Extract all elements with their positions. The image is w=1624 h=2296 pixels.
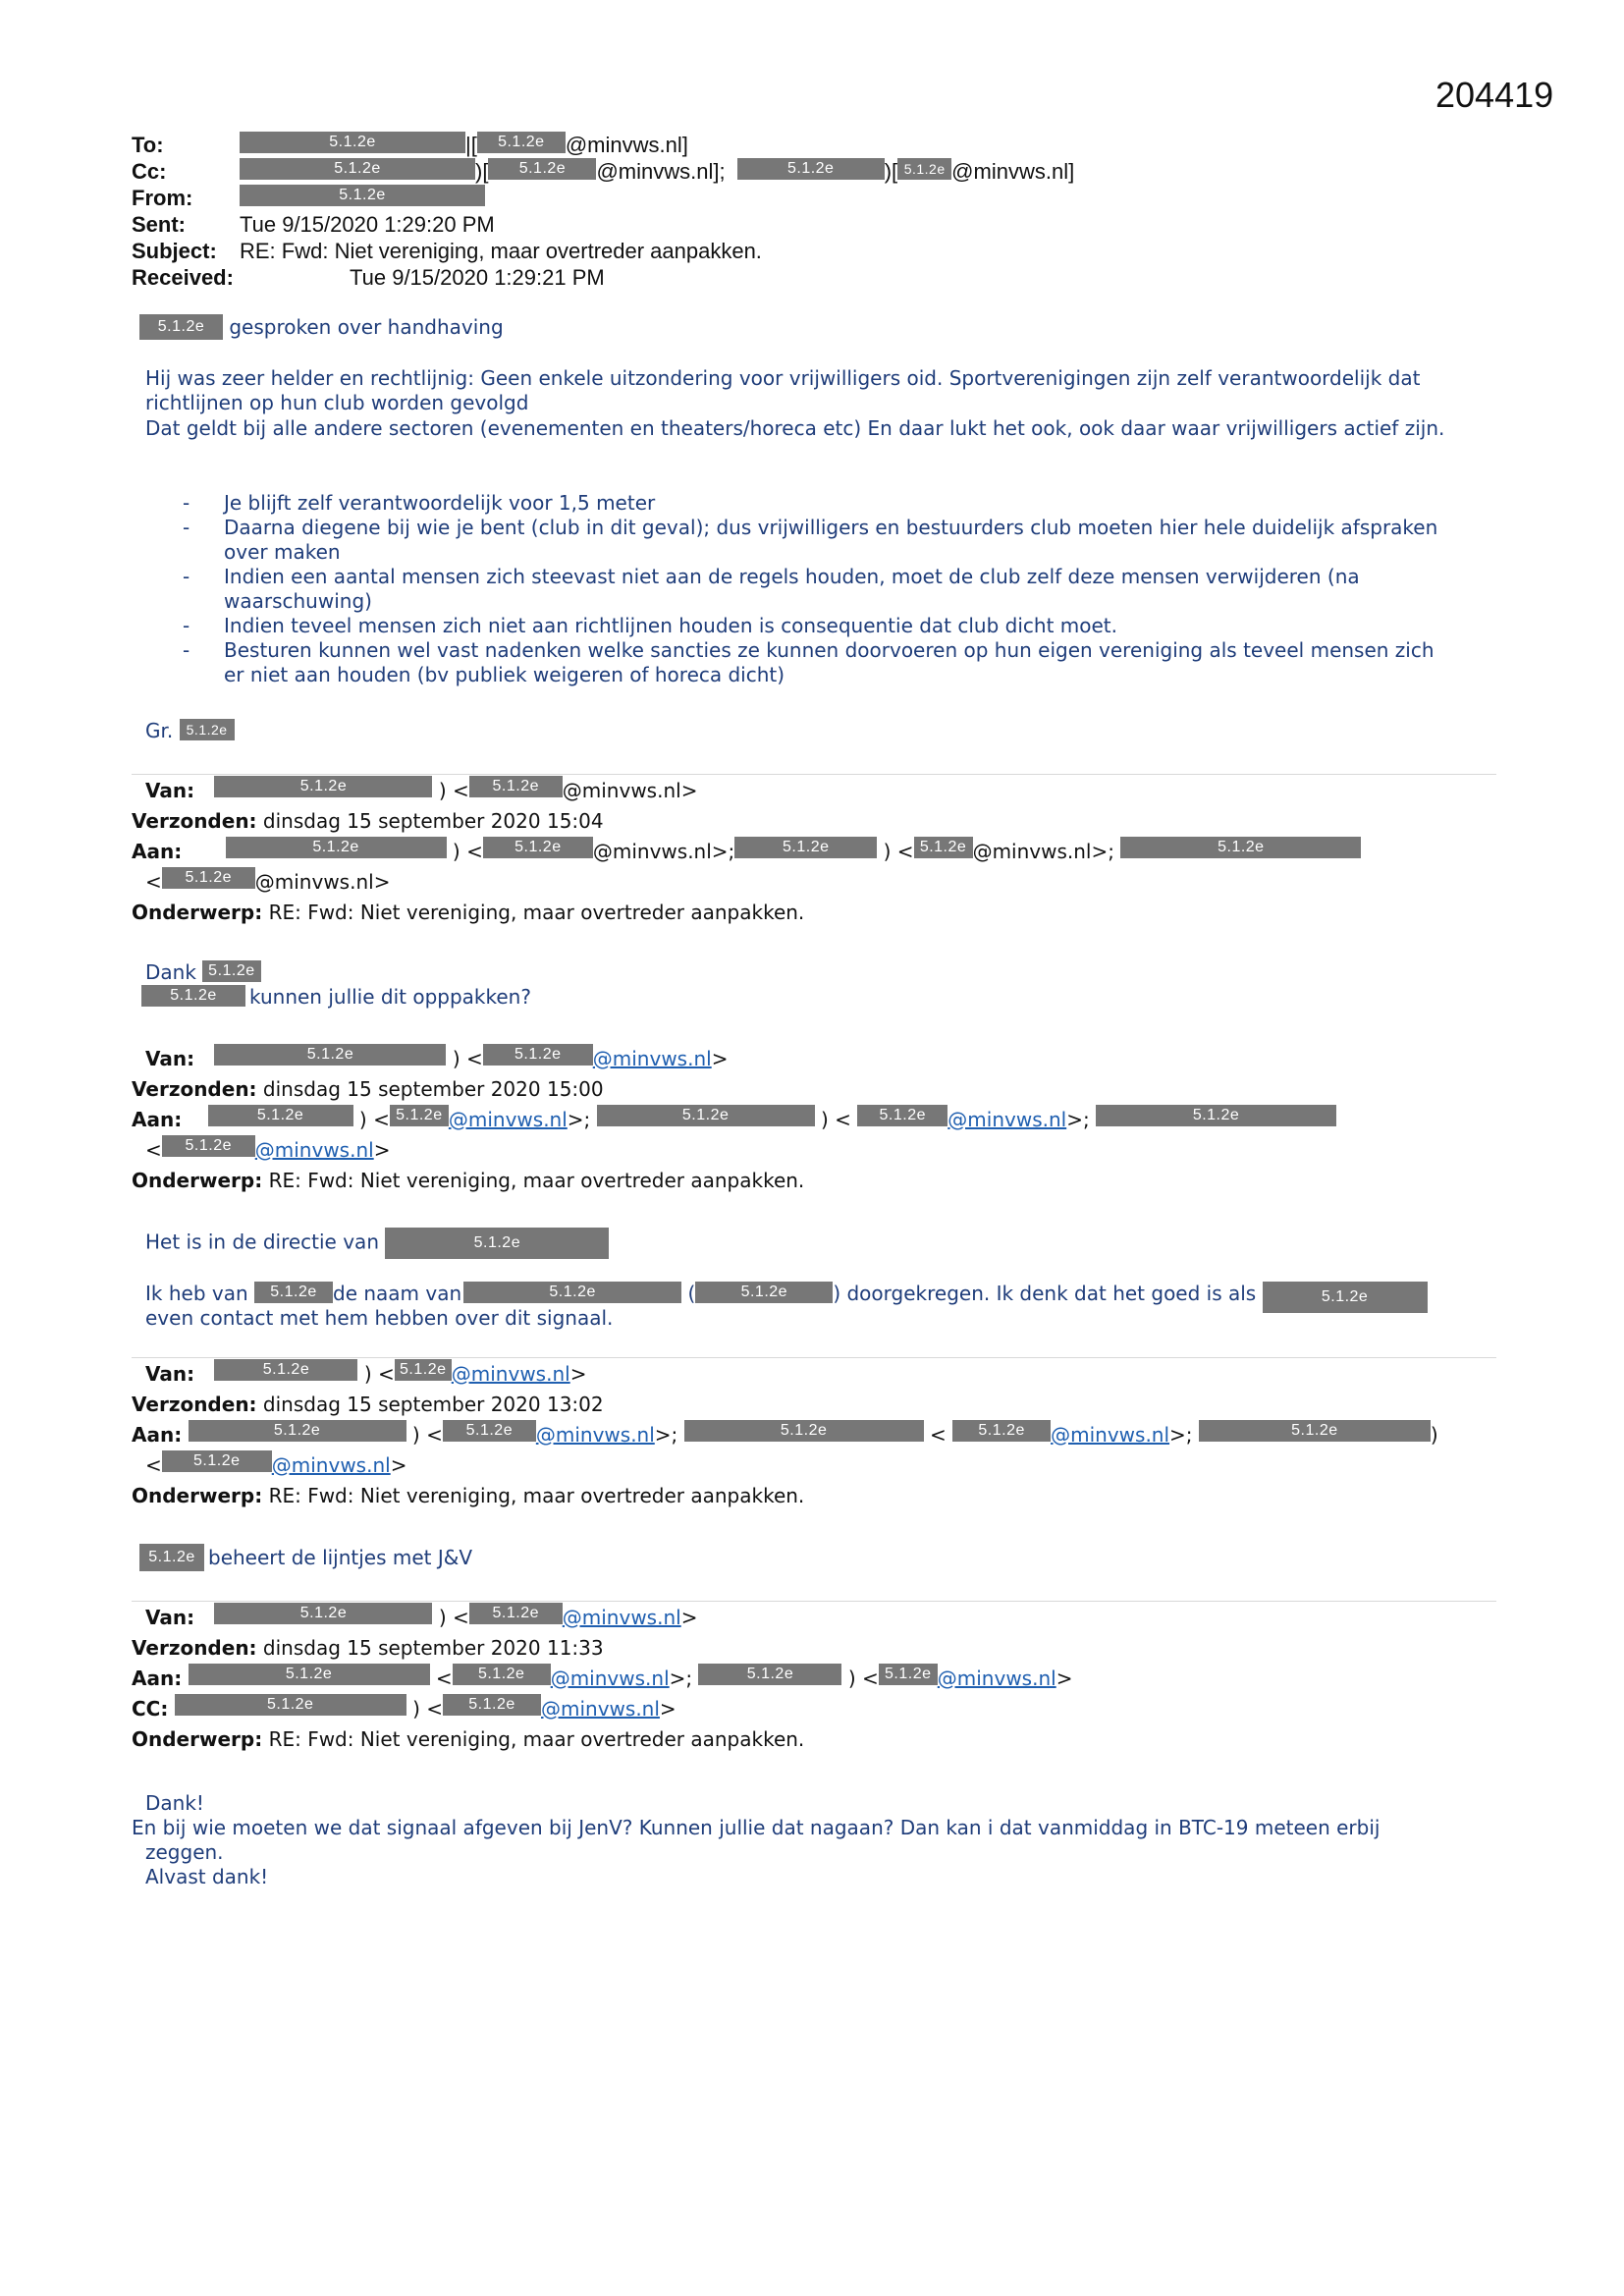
to-label: To: bbox=[132, 133, 164, 157]
redaction-box: 5.1.2e bbox=[162, 867, 255, 889]
mail-date: dinsdag 15 september 2020 15:00 bbox=[262, 1077, 604, 1101]
redaction-box: 5.1.2e bbox=[734, 837, 877, 858]
redaction-box: 5.1.2e bbox=[162, 1135, 255, 1157]
body4-line1: beheert de lijntjes met J&V bbox=[208, 1546, 473, 1569]
aan-label: Aan: bbox=[132, 1423, 183, 1447]
body3-line1-row bbox=[145, 1228, 609, 1259]
body4-row bbox=[139, 1544, 472, 1571]
redaction-box: 5.1.2e bbox=[208, 1105, 353, 1126]
email-domain[interactable]: @minvws.nl bbox=[937, 1667, 1056, 1690]
body2-dank: Dank bbox=[145, 960, 196, 984]
redaction-box: 5.1.2e bbox=[214, 1359, 357, 1381]
email-domain[interactable]: @minvws.nl bbox=[254, 1138, 374, 1162]
redaction-box: 5.1.2e bbox=[1263, 1282, 1428, 1313]
email-domain[interactable]: @minvws.nl bbox=[451, 1362, 570, 1386]
verzonden-label: Verzonden: bbox=[132, 809, 257, 833]
redaction-box: 5.1.2e bbox=[390, 1105, 449, 1126]
body2-line1-row bbox=[145, 960, 261, 985]
body3-text-a: Ik heb van bbox=[145, 1282, 248, 1305]
forwarded-mail-3: Van: 5.1.2e ) < 5.1.2e @minvws.nl> Verzonden: dinsdag 15 september 2020 13:02 Aan: 5.1.2e ) < 5.1.2e @minvws.nl>; 5.1.2e < 5.1.2e @minvws.nl>; 5.1.2e ) < 5.1.2e @minvws.nl> Onderwerp: RE: Fwd: Niet vereniging, maar overtreder aanpakken. bbox=[132, 1361, 1438, 1507]
separator bbox=[132, 1601, 1496, 1602]
redaction-box: 5.1.2e bbox=[240, 185, 485, 206]
onderwerp-label: Onderwerp: bbox=[132, 1169, 263, 1192]
redaction-box: 5.1.2e bbox=[214, 1603, 432, 1624]
van-label: Van: bbox=[145, 1047, 195, 1070]
body3-para-row: Ik heb van 5.1.2e de naam van 5.1.2e ( 5.1.2e ) doorgekregen. Ik denk dat het goed is als 5.1.2e bbox=[145, 1282, 1428, 1313]
list-item: - Je blijft zelf verantwoordelijk voor 1,5 meter bbox=[183, 491, 1459, 516]
to-suffix: @minvws.nl] bbox=[565, 133, 688, 157]
redaction-box: 5.1.2e bbox=[139, 314, 223, 340]
sent-value: Tue 9/15/2020 1:29:20 PM bbox=[240, 212, 495, 237]
aan-label: Aan: bbox=[132, 840, 183, 863]
email-header: To: 5.1.2e |[ 5.1.2e @minvws.nl] Cc: 5.1.2e )[ 5.1.2e @minvws.nl]; 5.1.2e )[ 5.1.2e @minvws.nl] From: 5.1.2e Sent: Tue 9/15/2020 1:29:20 PM Subject: RE: Fwd: Niet vereniging, maar overtreder aanpakken. Received: Tue 9/15/2020 1:29:21 PM bbox=[132, 133, 1075, 290]
redaction-box: 5.1.2e bbox=[214, 1044, 446, 1066]
email-domain[interactable]: @minvws.nl bbox=[541, 1697, 660, 1721]
email-domain[interactable]: @minvws.nl bbox=[271, 1453, 391, 1477]
body1-line1-row bbox=[139, 314, 504, 340]
redaction-box: 5.1.2e bbox=[897, 158, 951, 180]
verzonden-label: Verzonden: bbox=[132, 1077, 257, 1101]
body3-text-c: ) doorgekregen. Ik denk dat het goed is als bbox=[833, 1282, 1257, 1305]
email-domain[interactable]: @minvws.nl bbox=[1051, 1423, 1170, 1447]
cc-label-mail: CC: bbox=[132, 1697, 169, 1721]
mail-date: dinsdag 15 september 2020 13:02 bbox=[262, 1393, 604, 1416]
body5-line3: zeggen. bbox=[145, 1840, 224, 1864]
body2-line2-row bbox=[141, 985, 531, 1010]
redaction-box: 5.1.2e bbox=[395, 1359, 452, 1381]
greeting: Gr. bbox=[145, 719, 174, 742]
redaction-box: 5.1.2e bbox=[469, 1603, 563, 1624]
bullet-list bbox=[183, 491, 1459, 687]
list-item: - Indien teveel mensen zich niet aan richtlijnen houden is consequentie dat club dicht moet. bbox=[183, 614, 1459, 638]
greeting-row bbox=[145, 719, 235, 742]
email-domain: @minvws.nl bbox=[562, 779, 681, 802]
redaction-box: 5.1.2e bbox=[477, 132, 566, 153]
forwarded-mail-2: Van: 5.1.2e ) < 5.1.2e @minvws.nl> Verzonden: dinsdag 15 september 2020 15:00 Aan: 5.1.2e ) < 5.1.2e @minvws.nl>; 5.1.2e ) < 5.1.2e @minvws.nl>; 5.1.2e < 5.1.2e @minvws.nl> Onderwerp: RE: Fwd: Niet vereniging, maar overtreder aanpakken. bbox=[132, 1044, 1506, 1196]
van-label: Van: bbox=[145, 1362, 195, 1386]
email-domain: @minvws.nl bbox=[972, 840, 1092, 863]
redaction-box: 5.1.2e bbox=[214, 776, 432, 797]
received-label: Received: bbox=[132, 265, 234, 290]
redaction-box: 5.1.2e bbox=[483, 1044, 593, 1066]
body2-line2: kunnen jullie dit opppakken? bbox=[249, 985, 531, 1009]
mail-subject: RE: Fwd: Niet vereniging, maar overtreder aanpakken. bbox=[268, 1484, 805, 1507]
redaction-box: 5.1.2e bbox=[254, 1282, 333, 1303]
mail-subject: RE: Fwd: Niet vereniging, maar overtreder aanpakken. bbox=[268, 1169, 805, 1192]
email-domain[interactable]: @minvws.nl bbox=[550, 1667, 670, 1690]
list-item: - Besturen kunnen wel vast nadenken welke sancties ze kunnen doorvoeren op hun eigen vereniging als teveel mensen zich er niet aan houden (bv publiek weigeren of horeca dicht) bbox=[183, 638, 1459, 687]
aan-label: Aan: bbox=[132, 1108, 183, 1131]
separator bbox=[132, 1357, 1496, 1358]
redaction-box: 5.1.2e bbox=[1199, 1420, 1431, 1442]
cc-suffix-1: @minvws.nl]; bbox=[596, 159, 726, 184]
onderwerp-label: Onderwerp: bbox=[132, 1484, 263, 1507]
redaction-box: 5.1.2e bbox=[202, 960, 261, 982]
van-label: Van: bbox=[145, 779, 195, 802]
redaction-box: 5.1.2e bbox=[240, 158, 475, 180]
redaction-box: 5.1.2e bbox=[162, 1450, 272, 1472]
redaction-box: 5.1.2e bbox=[483, 837, 593, 858]
list-item: - Indien een aantal mensen zich steevast niet aan de regels houden, moet de club zelf deze mensen verwijderen (na waarschuwing) bbox=[183, 565, 1459, 614]
separator bbox=[132, 774, 1496, 775]
redaction-box: 5.1.2e bbox=[914, 837, 973, 858]
body3-text-d: even contact met hem hebben over dit signaal. bbox=[145, 1306, 614, 1330]
verzonden-label: Verzonden: bbox=[132, 1636, 257, 1660]
redaction-box: 5.1.2e bbox=[463, 1282, 681, 1303]
received-value: Tue 9/15/2020 1:29:21 PM bbox=[350, 265, 605, 290]
forwarded-mail-4: Van: 5.1.2e ) < 5.1.2e @minvws.nl> Verzonden: dinsdag 15 september 2020 11:33 Aan: 5.1.2e < 5.1.2e @minvws.nl>; 5.1.2e ) < 5.1.2e @minvws.nl> CC: 5.1.2e ) < 5.1.2e @minvws.nl> Onderwerp: RE: Fwd: Niet vereniging, maar overtreder aanpakken. bbox=[132, 1605, 1073, 1751]
body1-line1: gesproken over handhaving bbox=[229, 315, 504, 339]
from-label: From: bbox=[132, 186, 193, 210]
redaction-box: 5.1.2e bbox=[453, 1664, 551, 1685]
body1-para2: Dat geldt bij alle andere sectoren (evenementen en theaters/horeca etc) En daar lukt het ook, ook daar waar vrijwilligers actief zijn. bbox=[145, 416, 1445, 440]
mail-date: dinsdag 15 september 2020 15:04 bbox=[262, 809, 604, 833]
redaction-box: 5.1.2e bbox=[879, 1664, 938, 1685]
redaction-box: 5.1.2e bbox=[488, 158, 596, 180]
redaction-box: 5.1.2e bbox=[1096, 1105, 1336, 1126]
body3-text-b: de naam van bbox=[333, 1282, 462, 1305]
van-label: Van: bbox=[145, 1606, 195, 1629]
redaction-box: 5.1.2e bbox=[180, 719, 235, 740]
forwarded-mail-1: Van: 5.1.2e ) < 5.1.2e @minvws.nl> Verzonden: dinsdag 15 september 2020 15:04 Aan: 5.1.2e ) < 5.1.2e @minvws.nl>; 5.1.2e ) < 5.1.2e @minvws.nl>; 5.1.2e < 5.1.2e @minvws.nl> Onderwerp: RE: Fwd: Niet vereniging, maar overtreder aanpakken. bbox=[132, 776, 1506, 928]
subject-label: Subject: bbox=[132, 239, 217, 263]
redaction-box: 5.1.2e bbox=[1120, 837, 1361, 858]
body5-line4: Alvast dank! bbox=[145, 1865, 269, 1888]
redaction-box: 5.1.2e bbox=[443, 1420, 536, 1442]
redaction-box: 5.1.2e bbox=[857, 1105, 947, 1126]
email-domain: @minvws.nl bbox=[254, 870, 374, 894]
body3-line1: Het is in de directie van bbox=[145, 1230, 379, 1254]
email-domain[interactable]: @minvws.nl bbox=[562, 1606, 681, 1629]
body5-line2: En bij wie moeten we dat signaal afgeven bij JenV? Kunnen jullie dat nagaan? Dan kan i dat vanmiddag in BTC-19 meteen erbij bbox=[132, 1816, 1380, 1839]
redaction-box: 5.1.2e bbox=[240, 132, 465, 153]
mail-date: dinsdag 15 september 2020 11:33 bbox=[262, 1636, 604, 1660]
onderwerp-label: Onderwerp: bbox=[132, 1727, 263, 1751]
email-domain[interactable]: @minvws.nl bbox=[535, 1423, 655, 1447]
redaction-box: 5.1.2e bbox=[175, 1694, 406, 1716]
redaction-box: 5.1.2e bbox=[698, 1664, 841, 1685]
email-domain[interactable]: @minvws.nl bbox=[448, 1108, 568, 1131]
redaction-box: 5.1.2e bbox=[226, 837, 447, 858]
aan-label: Aan: bbox=[132, 1667, 183, 1690]
redaction-box: 5.1.2e bbox=[695, 1282, 833, 1303]
redaction-box: 5.1.2e bbox=[684, 1420, 924, 1442]
mail-subject: RE: Fwd: Niet vereniging, maar overtreder aanpakken. bbox=[268, 901, 805, 924]
redaction-box: 5.1.2e bbox=[141, 985, 245, 1007]
email-domain[interactable]: @minvws.nl bbox=[947, 1108, 1067, 1131]
cc-suffix-2: @minvws.nl] bbox=[951, 159, 1075, 184]
email-domain: @minvws.nl bbox=[592, 840, 712, 863]
list-item: - Daarna diegene bij wie je bent (club in dit geval); dus vrijwilligers en bestuurders club moeten hier hele duidelijk afspraken over maken bbox=[183, 516, 1459, 565]
body5-line1: Dank! bbox=[145, 1791, 204, 1815]
redaction-box: 5.1.2e bbox=[385, 1228, 609, 1259]
redaction-box: 5.1.2e bbox=[597, 1105, 815, 1126]
redaction-box: 5.1.2e bbox=[189, 1420, 406, 1442]
cc-label: Cc: bbox=[132, 159, 167, 184]
onderwerp-label: Onderwerp: bbox=[132, 901, 263, 924]
document-number: 204419 bbox=[1435, 75, 1554, 115]
redaction-box: 5.1.2e bbox=[443, 1694, 541, 1716]
email-domain[interactable]: @minvws.nl bbox=[592, 1047, 712, 1070]
mail-subject: RE: Fwd: Niet vereniging, maar overtreder aanpakken. bbox=[268, 1727, 805, 1751]
redaction-box: 5.1.2e bbox=[737, 158, 885, 180]
sent-label: Sent: bbox=[132, 212, 186, 237]
redaction-box: 5.1.2e bbox=[139, 1544, 204, 1571]
redaction-box: 5.1.2e bbox=[469, 776, 563, 797]
subject-value: RE: Fwd: Niet vereniging, maar overtreder aanpakken. bbox=[240, 239, 762, 263]
verzonden-label: Verzonden: bbox=[132, 1393, 257, 1416]
body1-para1: Hij was zeer helder en rechtlijnig: Geen enkele uitzondering voor vrijwilligers oid. Sportverenigingen zijn zelf verantwoordelijk dat richtlijnen op hun club worden gevolgd bbox=[145, 366, 1421, 414]
redaction-box: 5.1.2e bbox=[952, 1420, 1051, 1442]
redaction-box: 5.1.2e bbox=[189, 1664, 430, 1685]
